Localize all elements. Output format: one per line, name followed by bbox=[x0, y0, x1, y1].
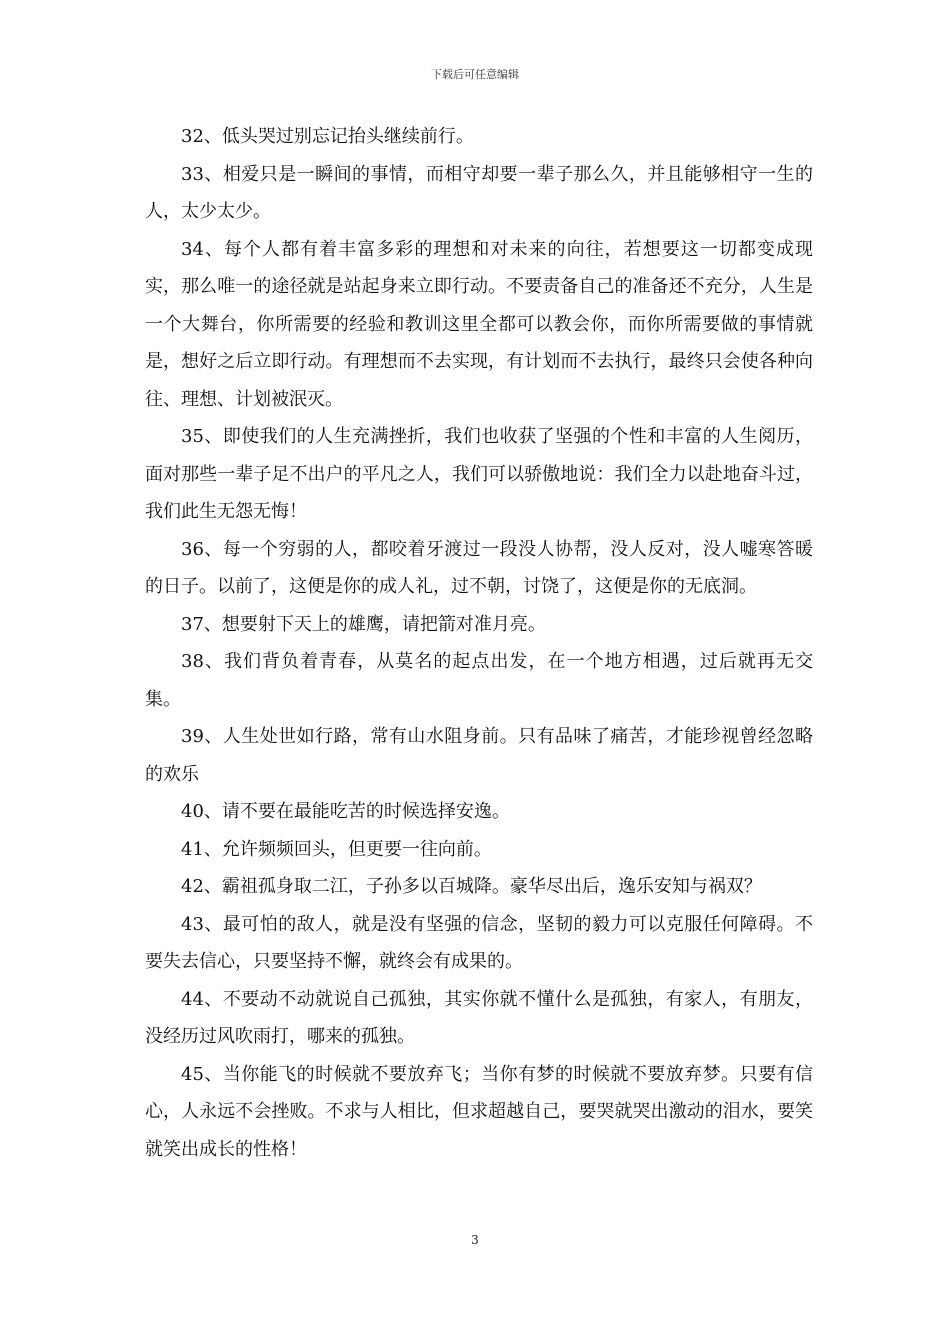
paragraph-41: 41、允许频频回头，但更要一往向前。 bbox=[181, 838, 492, 860]
paragraph-36: 36、每一个穷弱的人，都咬着牙渡过一段没人协帮，没人反对，没人嘘寒答暖的日子。以前了，这便是你的成人礼，过不朝，讨饶了，这便是你的无底洞。 bbox=[145, 538, 813, 597]
paragraph-43: 43、最可怕的敌人，就是没有坚强的信念，坚韧的毅力可以克服任何障碍。不要失去信心，只要坚持不懈，就终会有成果的。 bbox=[145, 913, 813, 972]
page-header: 下载后可任意编辑 bbox=[431, 68, 519, 81]
paragraph-34: 34、每个人都有着丰富多彩的理想和对未来的向往，若想要这一切都变成现实，那么唯一的途径就是站起身来立即行动。不要责备自己的准备还不充分，人生是一个大舞台，你所需要的经验和教训这里全都可以教会你，而你所需要做的事情就是，想好之后立即行动。有理想而不去实现，有计划而不去执行，最终只会使各种向往、理想、计划被泯灭。 bbox=[145, 238, 813, 410]
paragraph-37: 37、想要射下天上的雄鹰，请把箭对准月亮。 bbox=[181, 613, 546, 635]
paragraph-42: 42、霸祖孤身取二江，子孙多以百城降。豪华尽出后，逸乐安知与祸双？ bbox=[181, 876, 762, 897]
paragraph-45: 45、当你能飞的时候就不要放弃飞；当你有梦的时候就不要放弃梦。只要有信心，人永远不会挫败。不求与人相比，但求超越自己，要哭就哭出激动的泪水，要笑就笑出成长的性格！ bbox=[145, 1063, 813, 1160]
paragraph-40: 40、请不要在最能吃苦的时候选择安逸。 bbox=[181, 801, 510, 822]
paragraph-32: 32、低头哭过别忘记抬头继续前行。 bbox=[181, 126, 474, 147]
page-number: 3 bbox=[471, 1233, 479, 1247]
paragraph-44: 44、不要动不动就说自己孤独，其实你就不懂什么是孤独，有家人，有朋友，没经历过风吹雨打，哪来的孤独。 bbox=[145, 988, 813, 1047]
paragraph-38: 38、我们背负着青春，从莫名的起点出发，在一个地方相遇，过后就再无交集。 bbox=[145, 651, 813, 710]
paragraph-33: 33、相爱只是一瞬间的事情，而相守却要一辈子那么久，并且能够相守一生的人，太少太少。 bbox=[145, 163, 813, 222]
document-body bbox=[145, 118, 813, 1168]
paragraph-35: 35、即使我们的人生充满挫折，我们也收获了坚强的个性和丰富的人生阅历，面对那些一辈子足不出户的平凡之人，我们可以骄傲地说：我们全力以赴地奋斗过，我们此生无怨无悔！ bbox=[145, 426, 813, 522]
paragraph-39: 39、人生处世如行路，常有山水阻身前。只有品味了痛苦，才能珍视曾经忽略的欢乐 bbox=[145, 726, 813, 785]
